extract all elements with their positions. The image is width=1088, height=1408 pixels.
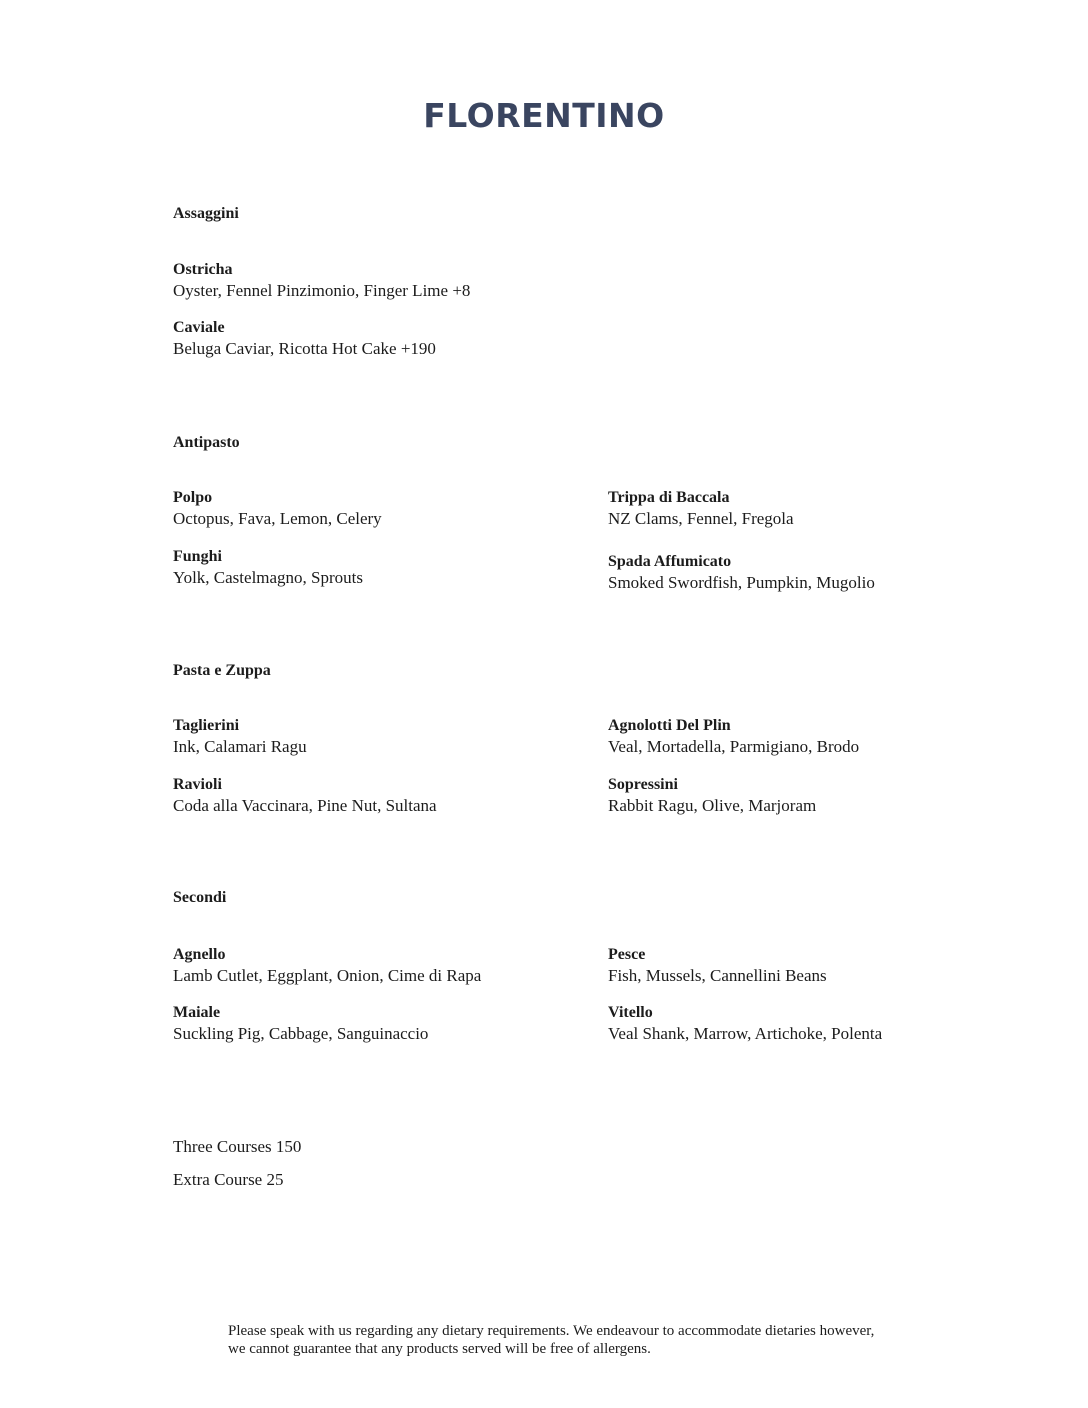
dish-agnolotti-del-plin: [608, 715, 859, 757]
dish-description: Oyster, Fennel Pinzimonio, Finger Lime +8: [173, 281, 471, 300]
price-extra-course: Extra Course 25: [173, 1170, 284, 1189]
dish-description: Smoked Swordfish, Pumpkin, Mugolio: [608, 573, 875, 592]
dish-funghi: [173, 546, 363, 588]
dish-name: Vitello: [608, 1004, 653, 1021]
dish-agnello: [173, 944, 481, 986]
dish-description: Coda alla Vaccinara, Pine Nut, Sultana: [173, 796, 437, 815]
dish-name: Funghi: [173, 548, 222, 565]
dietary-disclaimer: Please speak with us regarding any dietary requirements. We endeavour to accommodate dietaries however, we cannot guarantee that any products served will be free of allergens.: [228, 1323, 875, 1357]
dish-description: Rabbit Ragu, Olive, Marjoram: [608, 796, 817, 815]
dish-description: Suckling Pig, Cabbage, Sanguinaccio: [173, 1024, 429, 1043]
dish-description: Veal, Mortadella, Parmigiano, Brodo: [608, 737, 860, 756]
dish-description: Veal Shank, Marrow, Artichoke, Polenta: [608, 1024, 883, 1043]
dish-description: Fish, Mussels, Cannellini Beans: [608, 966, 827, 985]
dish-trippa-di-baccala: [608, 487, 794, 529]
dish-spada-affumicato: [608, 551, 875, 593]
dish-name: Ravioli: [173, 776, 222, 793]
section-title-secondi: Secondi: [173, 889, 227, 906]
dish-polpo: [173, 487, 382, 529]
dish-name: Taglierini: [173, 717, 240, 734]
dish-maiale: [173, 1002, 428, 1044]
dish-description: Beluga Caviar, Ricotta Hot Cake +190: [173, 339, 436, 358]
dish-name: Ostricha: [173, 261, 233, 278]
dish-pesce: [608, 944, 827, 986]
section-title-assaggini: Assaggini: [173, 205, 239, 222]
brand-title: FLORENTINO: [423, 96, 665, 135]
dish-name: Agnello: [173, 946, 226, 963]
dish-name: Caviale: [173, 319, 225, 336]
dish-description: Ink, Calamari Ragu: [173, 737, 307, 756]
dish-name: Sopressini: [608, 776, 678, 793]
dish-description: Yolk, Castelmagno, Sprouts: [173, 568, 364, 587]
dish-vitello: [608, 1002, 882, 1044]
dish-name: Pesce: [608, 946, 646, 963]
section-title-antipasto: Antipasto: [173, 434, 240, 451]
dish-caviale: [173, 317, 436, 359]
dish-ostricha: [173, 259, 470, 301]
dish-name: Trippa di Baccala: [608, 489, 730, 506]
dish-description: Lamb Cutlet, Eggplant, Onion, Cime di Rapa: [173, 966, 482, 985]
dish-description: Octopus, Fava, Lemon, Celery: [173, 509, 382, 528]
dish-name: Maiale: [173, 1004, 221, 1021]
price-three-courses: Three Courses 150: [173, 1137, 302, 1156]
dish-ravioli: [173, 774, 437, 816]
section-title-pasta-e-zuppa: Pasta e Zuppa: [173, 662, 271, 679]
dish-taglierini: [173, 715, 307, 757]
dish-sopressini: [608, 774, 816, 816]
dish-name: Spada Affumicato: [608, 553, 732, 570]
dish-description: NZ Clams, Fennel, Fregola: [608, 509, 794, 528]
dish-name: Polpo: [173, 489, 213, 506]
dish-name: Agnolotti Del Plin: [608, 717, 731, 734]
